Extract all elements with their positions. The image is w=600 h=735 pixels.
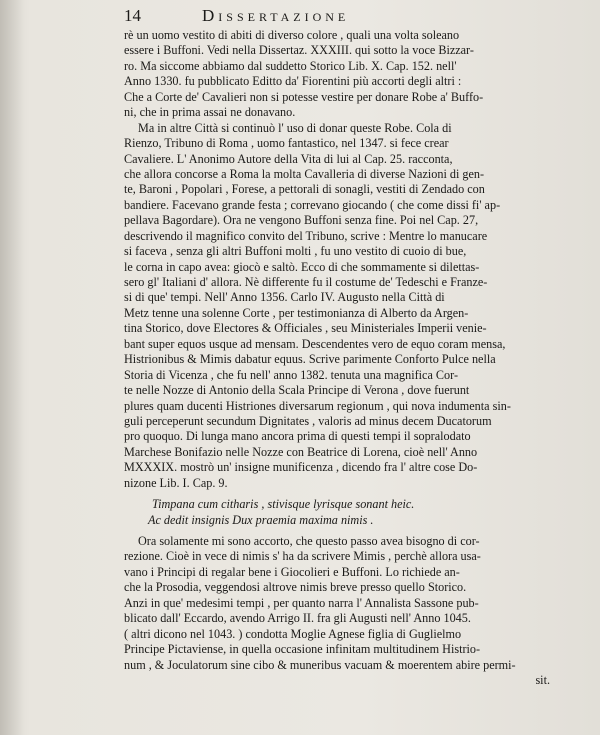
text-line: si faceva , senza gli altri Buffoni molti , fu uno vestito di cuoio di bue, [124, 244, 467, 259]
text-line: plures quam ducenti Histriones diversarum regionum , qui nova indumenta sin- [124, 398, 511, 413]
binding-shadow [0, 0, 24, 735]
text-line: ( altri dicono nel 1043. ) condotta Moglie Agnese figlia di Guglielmo [124, 626, 462, 641]
text-line: te nelle Nozze di Antonio della Scala Principe di Verona , dove fuerunt [124, 383, 470, 398]
text-line: Histrionibus & Mimis dabatur equus. Scrive parimente Conforto Pulce nella [124, 352, 496, 367]
text-line: sero gl' Italiani d' allora. Nè differente fu il costume de' Tedeschi e Franze- [124, 275, 488, 289]
text-line: essere i Buffoni. Vedi nella Dissertaz. XXXIII. qui sotto la voce Bizzar- [124, 43, 474, 58]
body-text [124, 28, 556, 688]
text-line: bandiere. Facevano grande festa ; correvano giocando ( che come dissi fi' ap- [124, 197, 501, 212]
text-line: pro quoquo. Di lunga mano ancora prima di questi tempi il sopralodato [124, 429, 471, 444]
paragraph-2 [124, 121, 556, 492]
text-line: si di que' tempi. Nell' Anno 1356. Carlo IV. Augusto nella Città di [124, 290, 445, 305]
text-line: sit. [535, 672, 550, 687]
verse-quote [124, 497, 556, 528]
page-number: 14 [124, 6, 141, 25]
running-title: Dissertazione [202, 6, 350, 25]
text-line: Ma in altre Città si continuò l' uso di donar queste Robe. Cola di [138, 120, 452, 135]
text-line: Metz tenne una solenne Corte , per testimonianza di Alberto da Argen- [124, 305, 469, 320]
text-line: Anzi in que' medesimi tempi , per quanto narra l' Annalista Sassone pub- [124, 595, 479, 610]
text-line: tina Storico, dove Electores & Officiales , seu Ministeriales Imperii venie- [124, 321, 487, 336]
text-line: che la Prosodia, veggendosi altrove nimis breve presso quello Storico. [124, 580, 467, 595]
text-line: guli perceperunt secundum Dignitates , valoris ad minus decem Ducatorum [124, 413, 492, 428]
text-line: Anno 1330. fu pubblicato Editto da' Fiorentini più accorti degli altri : [124, 74, 462, 89]
text-line: descrivendo il magnifico convito del Tribuno, scrive : Mentre lo manucare [124, 228, 488, 243]
verse-line: Ac dedit insignis Dux praemia maxima nimis . [148, 512, 374, 527]
text-line: nizone Lib. I. Cap. 9. [124, 475, 228, 490]
paragraph-3 [124, 534, 556, 688]
verse-line: Timpana cum citharis , stivisque lyrisque sonant heic. [152, 497, 415, 512]
text-line: MXXXIX. mostrò un' insigne munificenza , dicendo fra l' altre cose Do- [124, 460, 478, 475]
text-line: rezione. Cioè in vece di nimis s' ha da scrivere Mimis , perchè allora usa- [124, 549, 481, 564]
text-line: te, Baroni , Popolari , Forese, a pettorali di sonagli, vestiti di Zendado con [124, 182, 485, 197]
text-line: Cavaliere. L' Anonimo Autore della Vita di lui al Cap. 25. racconta, [124, 151, 453, 166]
text-line: Ora solamente mi sono accorto, che questo passo avea bisogno di cor- [138, 534, 480, 548]
paragraph-1 [124, 28, 556, 121]
text-line: che allora concorse a Roma la molta Cavalleria di diverse Nazioni di gen- [124, 166, 485, 181]
text-line: Principe Pictaviense, in quella occasione infinitam multitudinem Histrio- [124, 642, 481, 657]
text-line: bant super equos usque ad mensam. Descendentes vero de equo coram mensa, [124, 336, 506, 351]
text-line: Rienzo, Tribuno di Roma , uomo fantastico, nel 1347. si fece crear [124, 136, 449, 151]
text-line: vano i Principi di regalar bene i Giocolieri e Buffoni. Lo richiede an- [124, 564, 460, 579]
text-line: blicato dall' Eccardo, avendo Arrigo II. fra gli Augusti nell' Anno 1045. [124, 611, 471, 626]
page-header [124, 6, 564, 28]
text-line: Marchese Bonifazio nelle Nozze con Beatrice di Lorena, cioè nell' Anno [124, 444, 478, 459]
text-line: rè un uomo vestito di abiti di diverso colore , quali una volta soleano [124, 28, 460, 42]
text-line: ni, che in prima assai ne donavano. [124, 105, 296, 120]
text-line: le corna in capo avea: giocò e saltò. Ecco di che sommamente si dilettas- [124, 259, 480, 274]
text-line: ro. Ma siccome abbiamo dal suddetto Storico Lib. X. Cap. 152. nell' [124, 58, 457, 73]
text-line: pellava Bagordare). Ora ne vengono Buffoni senza fine. Poi nel Cap. 27, [124, 213, 479, 228]
text-line: Che a Corte de' Cavalieri non si potesse vestire per donare Robe a' Buffo- [124, 89, 484, 104]
text-line: num , & Joculatorum sine cibo & muneribus vacuam & moerentem abire permi- [124, 657, 516, 672]
text-line: Storia di Vicenza , che fu nell' anno 1382. tenuta una magnifica Cor- [124, 367, 459, 382]
